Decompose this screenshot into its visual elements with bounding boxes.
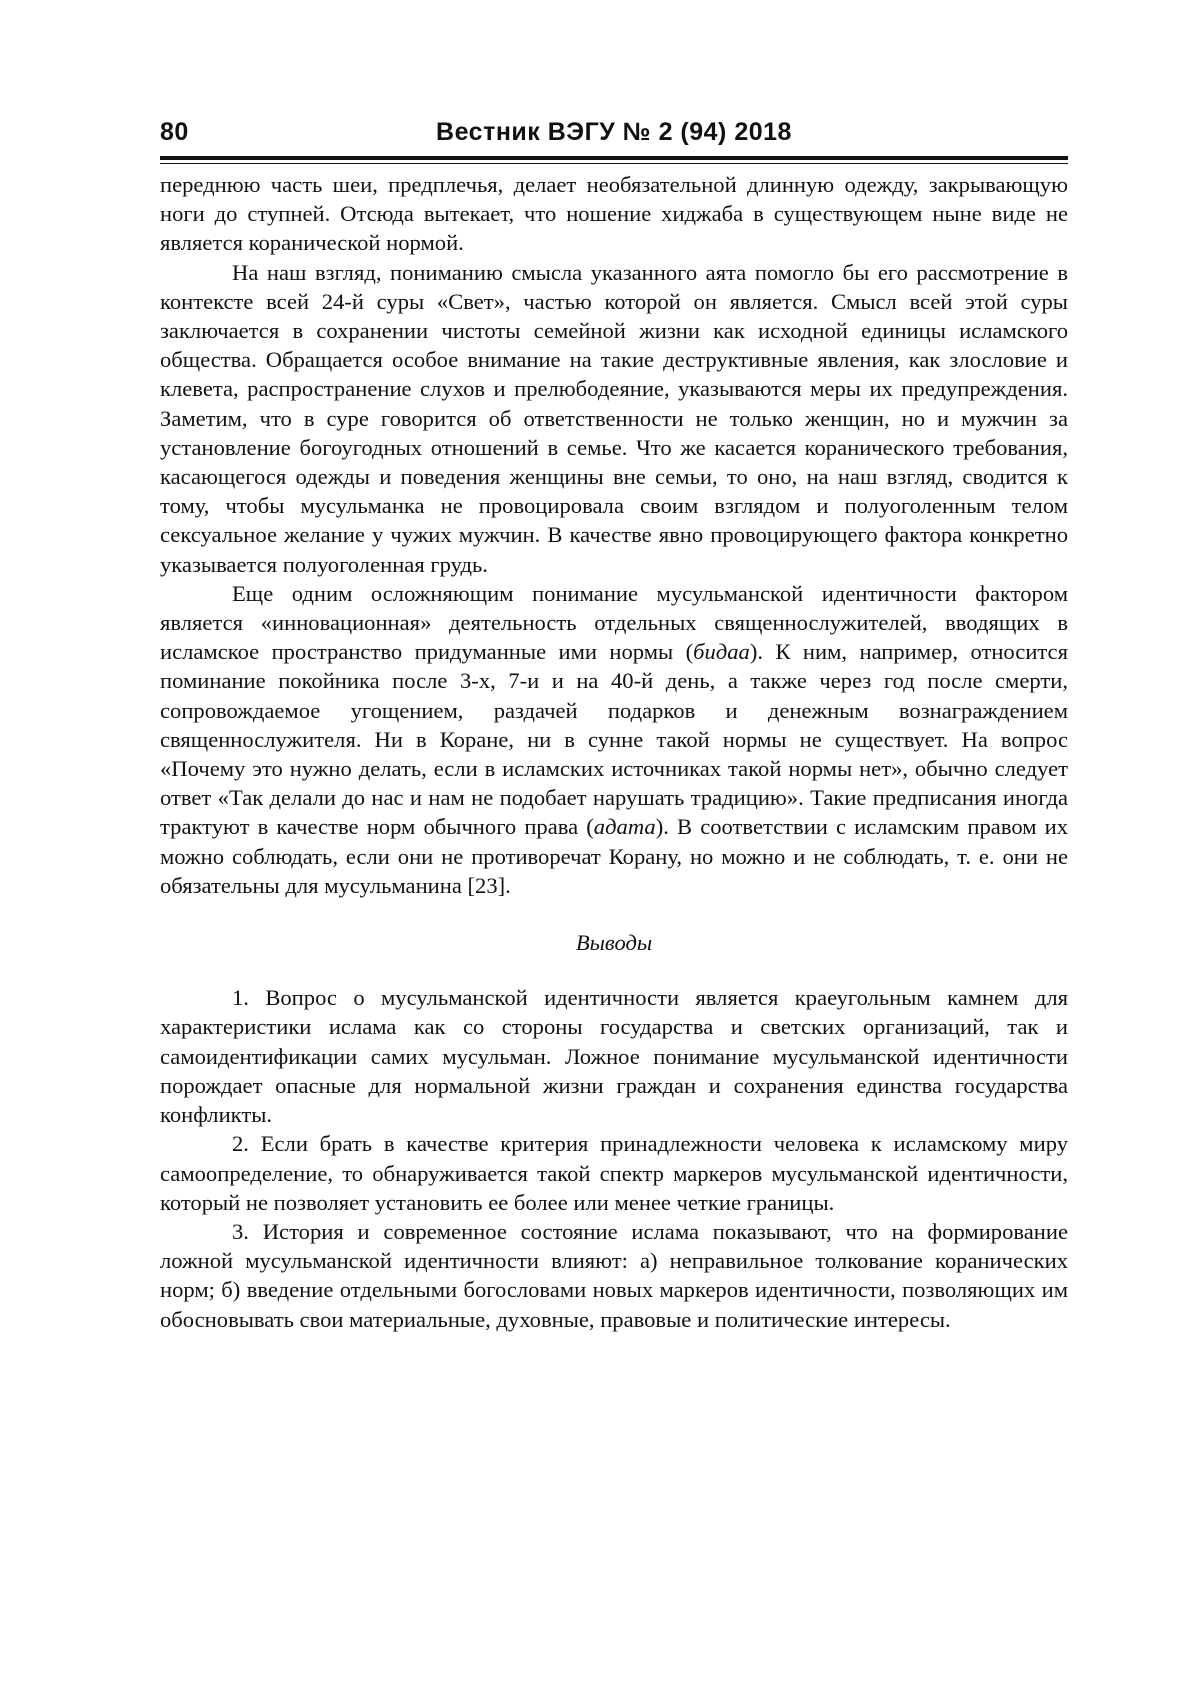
header-rule-thin [160, 163, 1068, 164]
paragraph-innovations-part-b: ). К ним, например, относится поминание покойника после 3-х, 7-и и на 40-й день, а также через год после смерти, сопровождаемое угощением, раздачей подарков и денежным вознаграждением священнослужителя. Ни в Коране, ни в сунне такой нормы не существует. На вопрос «Почему это нужно делать, если в исламских источниках такой нормы нет», обычно следует ответ «Так делали до нас и нам не подобает нарушать традицию». Такие предписания иногда трактуют в качестве норм обычного права ( [160, 639, 1068, 840]
paragraph-continued: переднюю часть шеи, предплечья, делает необязательной длинную одежду, закрывающую ноги до ступней. Отсюда вытекает, что ношение хиджаба в существующем ныне виде не является коранической нормой. [160, 172, 1068, 256]
journal-page [160, 112, 1068, 1334]
article-body [160, 170, 1068, 1334]
header-rule-thick [160, 156, 1068, 160]
page-number: 80 [160, 118, 189, 146]
term-adata: адата [593, 814, 656, 840]
journal-title: Вестник ВЭГУ № 2 (94) 2018 [436, 118, 792, 146]
paragraph-innovations-part-c: ). В соответствии с исламским правом их можно соблюдать, если они не противоречат Корану, но можно и не соблюдать, т. е. они не обязательны для мусульманина [23]. [160, 814, 1069, 898]
paragraph-sura-context: На наш взгляд, пониманию смысла указанного аята помогло бы его рассмотрение в контексте всей 24-й суры «Свет», частью которой он является. Смысл всей этой суры заключается в сохранении чистоты семейной жизни как исходной единицы исламского общества. Обращается особое внимание на такие деструктивные явления, как злословие и клевета, распространение слухов и прелюбодеяние, указываются меры их предупреждения. Заметим, что в суре говорится об ответственности не только женщин, но и мужчин за установление богоугодных отношений в семье. Что же касается коранического требования, касающегося одежды и поведения женщины вне семьи, то оно, на наш взгляд, сводится к тому, чтобы мусульманка не провоцировала своим взглядом и полуоголенным телом сексуальное желание у чужих мужчин. В качестве явно провоцирующего фактора конкретно указывается полуоголенная грудь. [160, 259, 1068, 577]
paragraph-innovations [160, 579, 1068, 900]
paragraph-innovations-part-a: Еще одним осложняющим понимание мусульманской идентичности фактором является «инновационная» деятельность отдельных священнослужителей, вводящих в исламское пространство придуманные ими нормы ( [160, 580, 1068, 665]
running-header [160, 112, 1068, 152]
conclusions-heading: Выводы [575, 930, 653, 956]
conclusion-item-1: 1. Вопрос о мусульманской идентичности является краеугольным камнем для характеристики ислама как со стороны государства и светских организаций, так и самоидентификации самих мусульман. Ложное понимание мусульманской идентичности порождает опасные для нормальной жизни граждан и сохранения единства государства конфликты. [160, 985, 1068, 1128]
term-bidaa: бидаа [693, 639, 750, 665]
conclusion-item-3: 3. История и современное состояние ислама показывают, что на формирование ложной мусульманской идентичности влияют: а) неправильное толкование коранических норм; б) введение отдельными богословами новых маркеров идентичности, позволяющих им обосновывать свои материальные, духовные, правовые и политические интересы. [160, 1218, 1068, 1332]
conclusion-item-2: 2. Если брать в качестве критерия принадлежности человека к исламскому миру самоопределение, то обнаруживается такой спектр маркеров мусульманской идентичности, который не позволяет установить ее более или менее четкие границы. [160, 1131, 1068, 1215]
